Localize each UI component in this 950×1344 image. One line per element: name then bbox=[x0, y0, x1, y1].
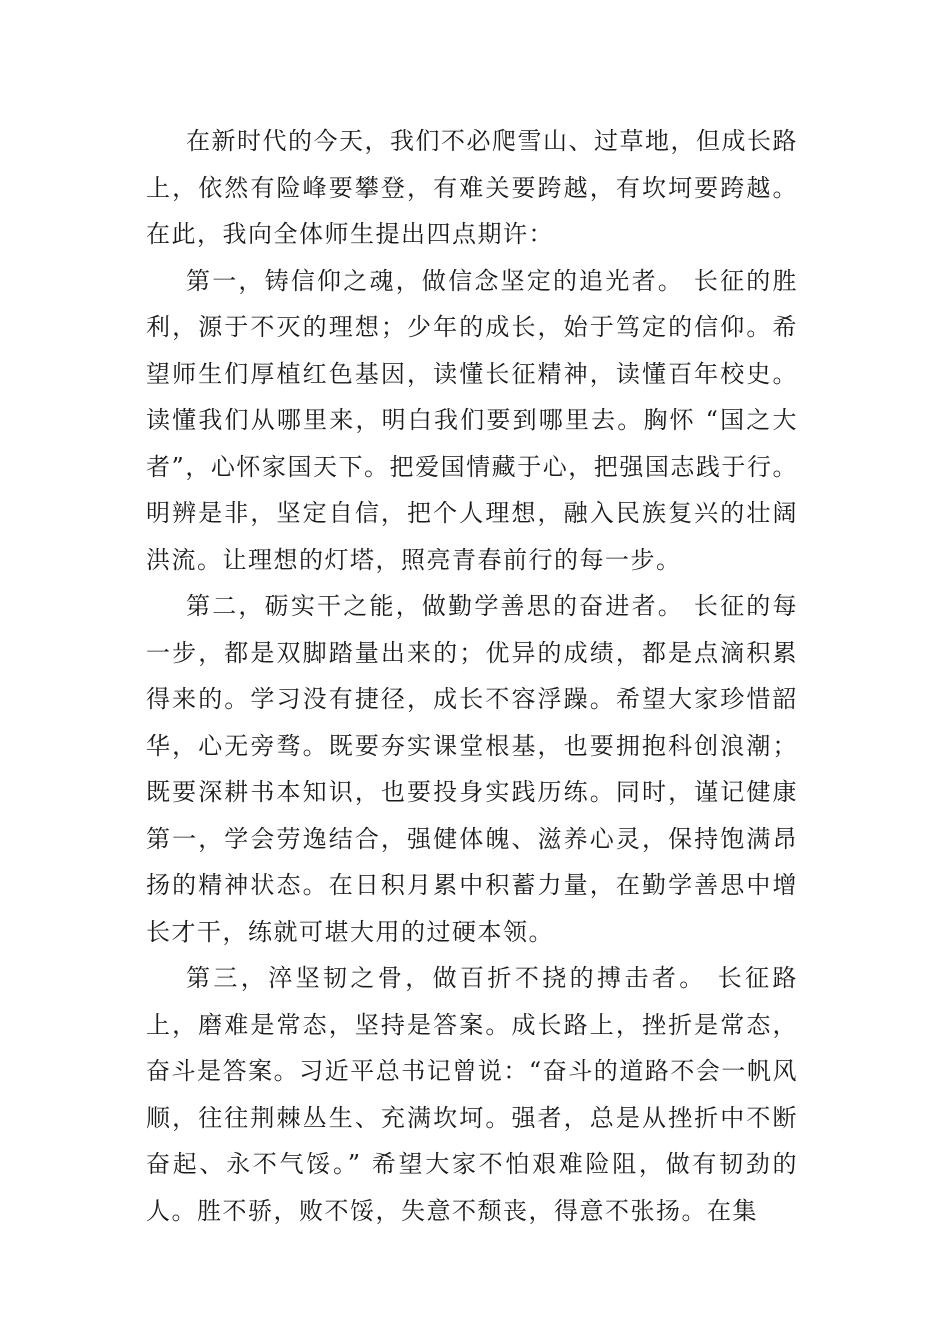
paragraph-text: 长征路上，磨难是常态，坚持是答案。成长路上，挫折是常态，奋斗是答案。习近平总书记曾说：“奋斗的道路不会一帆风顺，往往荆棘丛生、充满坎坷。强者，总是从挫折中不断奋起、永不气馁。” 希望大家不怕艰难险阻，做有韧劲的人。胜不骄，败不馁，失意不颓丧，得意不张扬。在集 bbox=[146, 964, 798, 1225]
paragraph-text: 长征的胜利，源于不灭的理想；少年的成长，始于笃定的信仰。希望师生们厚植红色基因，读懂长征精神，读懂百年校史。读懂我们从哪里来，明白我们要到哪里去。胸怀 “国之大者”，心怀家国天下。把爱国情藏于心，把强国志践于行。明辨是非，坚定自信，把个人理想，融入民族复兴的壮阔洪流。让理想的灯塔，照亮青春前行的每一步。 bbox=[146, 266, 798, 574]
paragraph-second-point bbox=[146, 583, 798, 955]
paragraph-intro bbox=[146, 118, 798, 258]
paragraph-lead: 第一，铸信仰之魂，做信念坚定的追光者。 bbox=[186, 266, 685, 295]
paragraph-third-point bbox=[146, 955, 798, 1234]
paragraph-lead: 第二，砺实干之能，做勤学善思的奋进者。 bbox=[186, 592, 685, 620]
document-body bbox=[146, 118, 798, 1234]
paragraph-lead: 第三，淬坚韧之骨，做百折不挠的搏击者。 bbox=[186, 964, 707, 992]
paragraph-text: 长征的每一步，都是双脚踏量出来的；优异的成绩，都是点滴积累得来的。学习没有捷径，成长不容浮躁。希望大家珍惜韶华，心无旁骛。既要夯实课堂根基，也要拥抱科创浪潮；既要深耕书本知识，也要投身实践历练。同时，谨记健康第一，学会劳逸结合，强健体魄、滋养心灵，保持饱满昂扬的精神状态。在日积月累中积蓄力量，在勤学善思中增长才干，练就可堪大用的过硬本领。 bbox=[146, 592, 798, 946]
paragraph-text: 在新时代的今天，我们不必爬雪山、过草地，但成长路上，依然有险峰要攀登，有难关要跨越，有坎坷要跨越。在此，我向全体师生提出四点期许： bbox=[146, 127, 798, 248]
paragraph-first-point bbox=[146, 258, 798, 584]
